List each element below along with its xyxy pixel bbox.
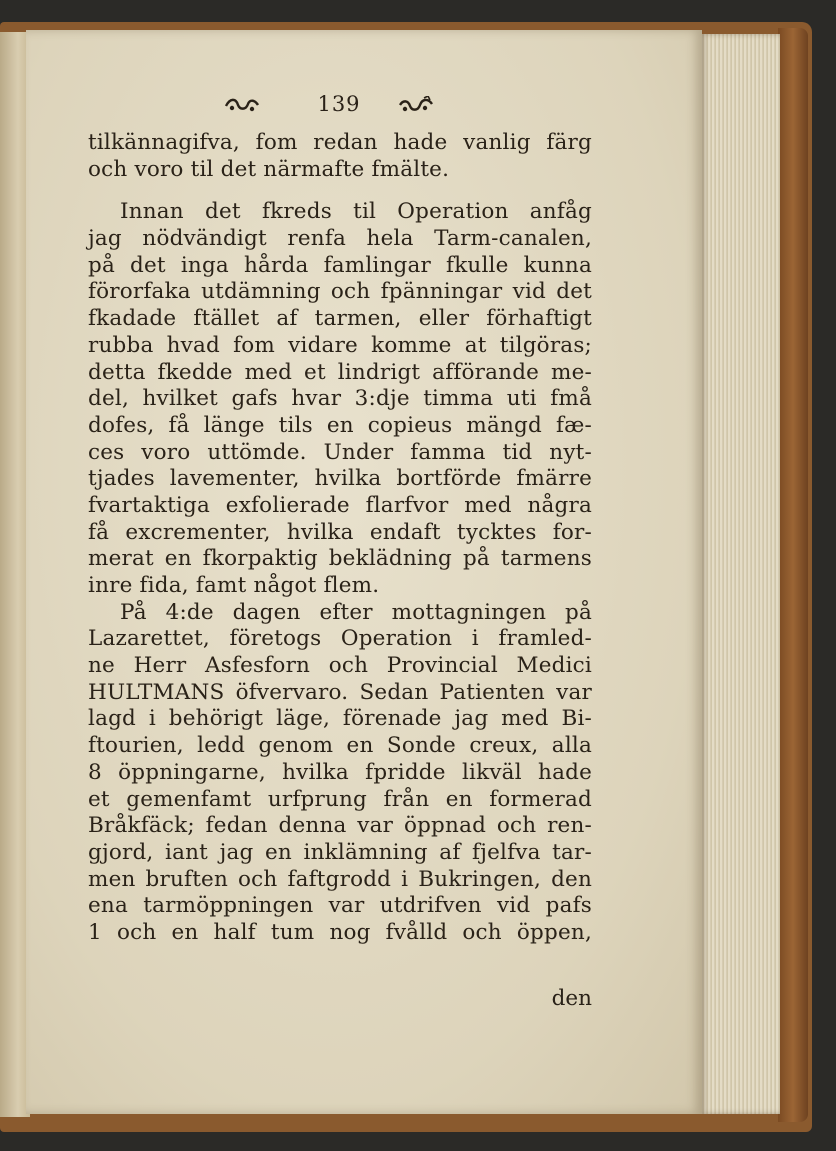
left-ornament-icon bbox=[224, 96, 260, 114]
text-line: fvartaktiga exfolierade flarfvor med några bbox=[88, 492, 592, 518]
text-line: Bråkfäck; fedan denna var öppnad och ren- bbox=[88, 813, 592, 839]
text-line: På 4:de dagen efter mottagningen på bbox=[120, 599, 592, 625]
text-line: HULTMANS öfvervaro. Sedan Patienten var bbox=[88, 679, 592, 705]
text-line: ne Herr Asfesforn och Provincial Medici bbox=[88, 653, 592, 679]
text-line: ces voro uttömde. Under famma tid nyt- bbox=[88, 439, 592, 465]
text-line: fkadade ftället af tarmen, eller förhaftigt bbox=[88, 306, 592, 332]
text-line: ftourien, ledd genom en Sonde creux, alla bbox=[88, 733, 592, 759]
text-line: del, hvilket gafs hvar 3:dje timma uti fmå bbox=[88, 386, 592, 412]
right-ornament-icon bbox=[398, 96, 434, 114]
text-line: 1 och en half tum nog fvålld och öppen, bbox=[88, 919, 592, 945]
book-board-edge bbox=[778, 28, 808, 1122]
text-line: detta fkedde med et lindrigt afförande me- bbox=[88, 359, 592, 385]
page-header bbox=[224, 92, 464, 122]
catchword: den bbox=[551, 986, 592, 1011]
text-line: tilkännagifva, fom redan hade vanlig färg bbox=[88, 130, 592, 155]
text-line: och voro til det närmafte fmälte. bbox=[88, 156, 450, 182]
text-line: 8 öppningarne, hvilka fpridde likväl hade bbox=[88, 759, 592, 785]
page-fore-edge bbox=[700, 34, 780, 1114]
text-line: ena tarmöppningen var utdrifven vid pafs bbox=[88, 893, 592, 919]
text-line: men bruften och faftgrodd i Bukringen, den bbox=[88, 866, 592, 892]
text-line: et gemenfamt urfprung från en formerad bbox=[88, 786, 592, 812]
text-line: lagd i behörigt läge, förenade jag med Bi- bbox=[88, 706, 592, 732]
text-line: förorfaka utdämning och fpänningar vid det bbox=[88, 279, 592, 305]
text-line: rubba hvad fom vidare komme at tilgöras; bbox=[88, 332, 592, 358]
text-line: tjades lavementer, hvilka bortförde fmärre bbox=[88, 466, 592, 492]
text-line: inre fida, famt något flem. bbox=[88, 573, 380, 598]
text-line: Lazarettet, företogs Operation i framled- bbox=[88, 626, 592, 652]
text-line: jag nödvändigt renfa hela Tarm-canalen, bbox=[88, 226, 592, 252]
text-line: dofes, få länge tils en copieus mängd fæ- bbox=[88, 412, 592, 438]
text-line: Innan det fkreds til Operation anfåg bbox=[120, 199, 592, 225]
page-body bbox=[88, 130, 592, 947]
paragraph-gap bbox=[88, 183, 592, 199]
page-number: 139 bbox=[317, 92, 361, 116]
text-line: gjord, iant jag en inklämning af fjelfva tar- bbox=[88, 839, 592, 865]
text-line: på det inga hårda famlingar fkulle kunna bbox=[88, 252, 592, 278]
text-line: merat en fkorpaktig beklädning på tarmens bbox=[88, 546, 592, 572]
text-line: få excrementer, hvilka endaft tycktes for- bbox=[88, 519, 592, 545]
